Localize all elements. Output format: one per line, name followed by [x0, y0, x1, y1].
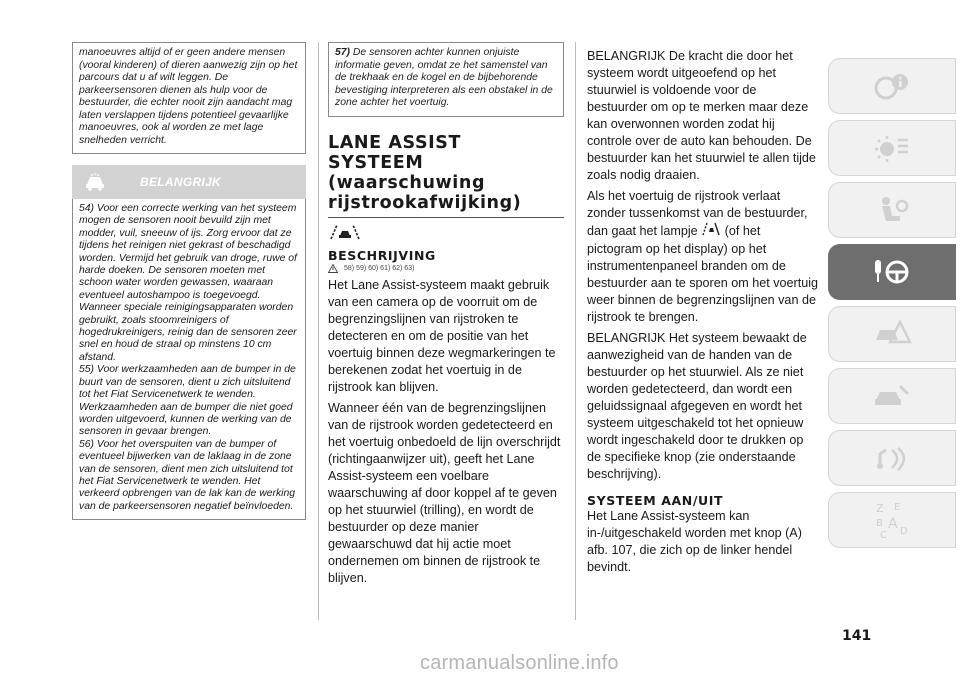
- note-57-box: [328, 42, 564, 117]
- note-text: Voor een correcte werking van het systeem mogen de sensoren nooit bevuild zijn met modder, vuil, sneeuw of ijs. Zorg ervoor dat ze tijdens het reinigen niet gekrast of beschadigd worden. Vermijd het gebruik van droge, ruwe of harde doeken. De sensoren moeten met schoon water worden gewassen, waaraan eventueel autoshampoo is toegevoegd. Wanneer speciale reinigingsapparaten worden gebruikt, zoals stoomreinigers of hogedrukreinigers, reinig dan de sensoren zeer snel en houd de straal op minstens 10 cm afstand.: [79, 203, 297, 363]
- left-column: [72, 42, 306, 520]
- note-text: Voor werkzaamheden aan de bumper in de buurt van de sensoren, dient u zich uitsluitend tot het Fiat Servicenetwerk te wenden. Werkzaamheden aan de bumper die niet goed worden uitgevoerd, kunnen de werking van de sensoren in gevaar brengen.: [79, 364, 296, 438]
- seat-airbag-icon: [872, 194, 912, 226]
- lane-assist-icon: [328, 224, 564, 245]
- paragraph-part: (of het pictogram op het display) op het instrumentenpaneel branden om de bestuurder aan te sporen om het voertuig weer binnen de begrenzingslijnen van de rijstrook te brengen.: [587, 223, 819, 324]
- reference-numbers: 58) 59) 60) 61) 62) 63): [344, 264, 415, 272]
- note-number: 54): [79, 203, 95, 214]
- paragraph: BELANGRIJK Het systeem bewaakt de aanwezigheid van de handen van de bestuurder op het stuurwiel. Als ze niet worden gedetecteerd, dan wordt een geluidssignaal afgegeven en wordt het systeem uitgeschakeld tot het opnieuw wordt ingeschakeld door te drukken op de specifieke knop (zie onderstaande beschrijving).: [587, 331, 807, 481]
- systeem-aan-uit-heading: SYSTEEM AAN/UIT: [587, 493, 724, 508]
- references: [328, 264, 564, 273]
- title-line: rijstrookafwijking): [328, 192, 522, 213]
- note-number: 57): [335, 47, 351, 58]
- title-line: LANE ASSIST: [328, 132, 462, 153]
- paragraph: Het Lane Assist-systeem kan in-/uitgeschakeld worden met knop (A) afb. 107, die zich op de linker hendel bevindt.: [587, 509, 802, 574]
- tab-starting-driving[interactable]: [828, 244, 956, 300]
- index-letters-icon: [872, 500, 912, 540]
- car-warning-icon: [72, 173, 118, 191]
- watermark: carmanualsonline.info: [420, 652, 619, 674]
- title-line: SYSTEEM: [328, 152, 424, 173]
- svg-text:D: D: [900, 526, 908, 537]
- belangrijk-title: BELANGRIJK: [140, 175, 222, 189]
- paragraph-part: Als het voertuig de rijstrook verlaat zonder tussenkomst van de bestuurder, dan gaat het lampje: [587, 189, 808, 238]
- right-column: [587, 48, 819, 576]
- column-divider: [318, 42, 319, 620]
- warning-triangle-icon: [328, 264, 338, 273]
- belangrijk-notes: [72, 199, 306, 520]
- column-divider: [575, 42, 576, 620]
- lane-warning-icon: [701, 222, 721, 241]
- tab-emergency[interactable]: [828, 306, 956, 362]
- chapter-tabs: [828, 58, 956, 554]
- tab-multimedia[interactable]: [828, 430, 956, 486]
- lights-sun-icon: [872, 132, 912, 164]
- tab-dashboard[interactable]: [828, 58, 956, 114]
- intro-note-box: [72, 42, 306, 154]
- paragraph: Wanneer één van de begrenzingslijnen van de rijstrook worden gedetecteerd en het voertuig onbedoeld de lijn overschrijdt (richtingaanwijzer uit), geeft het Lane Assist-systeem een voelbare waarschuwing af door koppel af te geven op het stuurwiel (trilling), en wordt de bestuurder op deze manier gewaarschuwd dat hij actie moet ondernemen om binnen de rijstrook te blijven.: [328, 400, 561, 585]
- paragraph: [587, 188, 819, 326]
- warning-triangle-car-icon: [872, 318, 912, 350]
- svg-text:Z: Z: [876, 502, 884, 515]
- sound-media-icon: [872, 442, 912, 474]
- note-text: De sensoren achter kunnen onjuiste informatie geven, omdat ze het samenstel van de trekhaak en de kogel en de bijbehorende bevestiging interpreteren als een obstakel in de zone achter het voertuig.: [335, 47, 553, 108]
- note-55: [79, 364, 299, 438]
- middle-column: [328, 42, 564, 587]
- beschrijving-heading: BESCHRIJVING: [328, 247, 436, 263]
- section-title: [328, 133, 564, 218]
- tab-maintenance[interactable]: [828, 368, 956, 424]
- tab-safety[interactable]: [828, 182, 956, 238]
- paragraph: BELANGRIJK De kracht die door het systeem wordt uitgeoefend op het stuurwiel is voldoende voor de bestuurder om op te merken maar deze kan overwonnen worden zodat hij controle over de auto kan behouden. De bestuurder kan het stuurwiel te allen tijde zoals nodig draaien.: [587, 49, 816, 182]
- intro-note-text: manoeuvres altijd of er geen andere mensen (vooral kinderen) of dieren aanwezig zijn op het parcours dat u af wilt leggen. De parkeersensoren dienen als hulp voor de bestuurder, die echter nooit zijn aandacht mag laten verslappen tijdens potentieel gevaarlijke manoeuvres, ook al worden ze met lage snelheden verricht.: [79, 47, 298, 146]
- belangrijk-banner: [72, 165, 306, 199]
- wrench-car-icon: [872, 380, 912, 412]
- paragraph: Het Lane Assist-systeem maakt gebruik van een camera op de voorruit om de begrenzingslijnen van rijstroken te detecteren en om de positie van het voertuig binnen deze wegmarkeringen te berekenen zodat het voertuig in de rijstrook kan blijven.: [328, 277, 556, 394]
- note-54: [79, 203, 299, 364]
- tab-index[interactable]: [828, 492, 956, 548]
- svg-text:A: A: [888, 516, 898, 532]
- svg-text:C: C: [880, 530, 887, 540]
- note-57: [335, 47, 557, 110]
- note-text: Voor het overspuiten van de bumper of eventueel bijwerken van de laklaag in de zone van de sensoren, dient men zich uitsluitend tot het Fiat Servicenetwerk te wenden. Het verkeerd opbrengen van de lak kan de werking van de parkeersensoren negatief beïnvloeden.: [79, 438, 296, 512]
- note-number: 56): [79, 438, 95, 450]
- svg-text:E: E: [894, 502, 901, 513]
- key-steering-wheel-icon: [872, 256, 912, 288]
- tab-lights[interactable]: [828, 120, 956, 176]
- page-number: 141: [842, 628, 872, 644]
- note-56: [79, 439, 299, 513]
- svg-text:B: B: [876, 518, 883, 529]
- title-line: (waarschuwing: [328, 172, 486, 193]
- dashboard-info-icon: [872, 70, 912, 102]
- note-number: 55): [79, 364, 95, 376]
